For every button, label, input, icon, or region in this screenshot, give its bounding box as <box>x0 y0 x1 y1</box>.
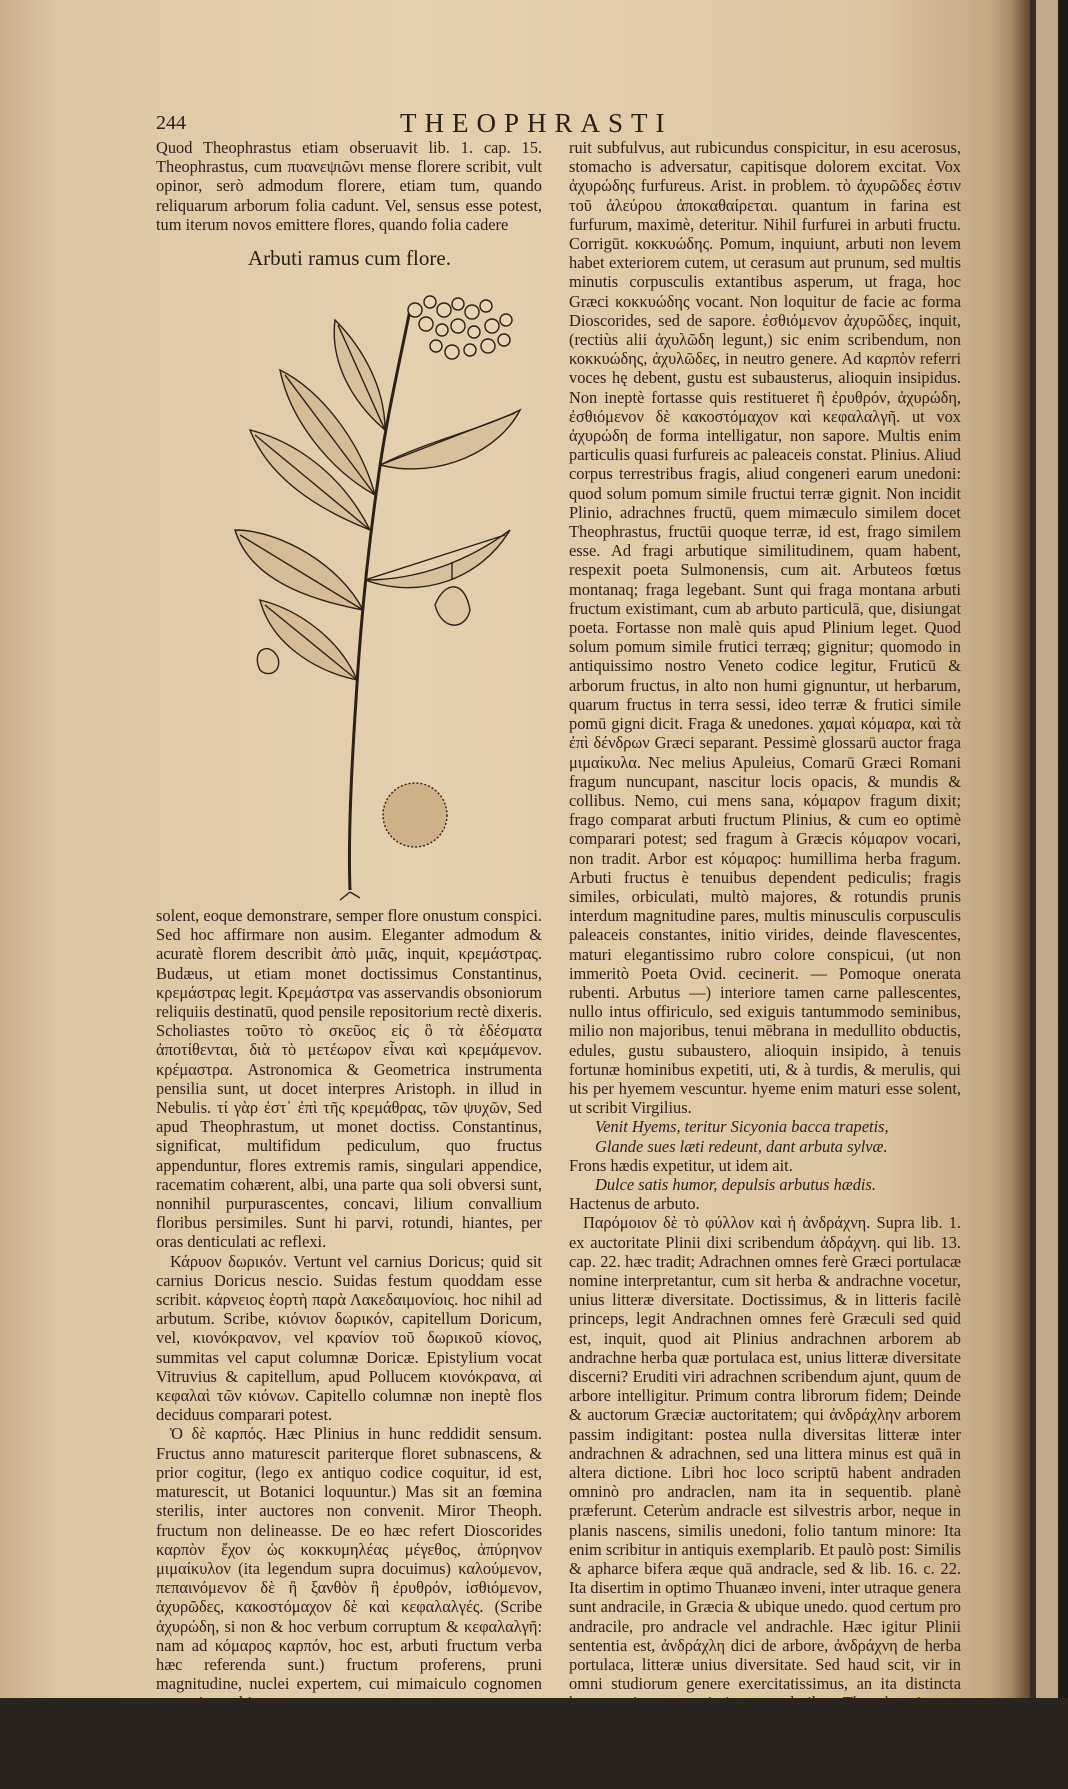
paragraph: Παρόμοιον δὲ τὸ φύλλον καὶ ἡ ἀνδράχνη. Supra lib. 1. ex auctoritate Plinii dixi scribendum ἀδράχνη. qui lib. 13. cap. 22. hæc tradit; Adrachnen omnes ferè Græci portulacæ nomine interpretantur, cum sit herba & andrachne vocetur, unius litteræ diversitate. Doctissimus, & in litteris facilè princeps, legit Andrachnen omnes ferè Græculi sed quid est, inquit, quod ait Plinius andrachnen arborem ab andrachne herba quæ portulaca est, unius litteræ diversitate discerni? Eruditi viri adrachnen scribendum ajunt, quum de arbore intelligitur. Primum contra librorum fidem; Deinde & auctorum Græciæ auctoritatem; qui ἀνδράχλην arborem passim indigitant: postea nulla diversitas litteræ inter andrachnen & adrachnen, sed una littera minus est quā in altera dictione. Libri hoc loco scriptū habent andraden omninò pro andraclen, nam ita in sequentib. planè præferunt. Ceterùm andracle est silvestris arbor, neque in planis nascens, similis unedoni, folio tantum minore: Ita enim scribitur in antiquis exemplarib. Et paulò post: Similis & apharce bifera æque quā andracle, sed & lib. 16. c. 22. Ita disertim in optimo Thuanæo inveni, inter utraque genera sunt andracile, in Græcia & ubique unedo. quod certum pro andracile, pro andracle vel andrachle. Hæc igitur Plinii sententia est, ἀνδράχλη dici de arbore, ἀνδράχνη de herba portulaca, litteræ unius diversitate. Sed haud scit, vir in omni studiorum genere exercitatissimus, an ita distincta hæc nomina repererit in exemplaribus Theophrasti, quæ tum extabant. Hodie quæ extant, hanc differentiam non agnoscunt, sed ἀνδράχλην utramque vocant, tam arborem quam <box>569 1213 961 1771</box>
verse-line: Glande sues læti redeunt, dant arbuta sylvæ. <box>595 1136 888 1156</box>
adjacent-page-edge <box>1030 0 1068 1698</box>
verse-line: Dulce satis humor, depulsis arbutus hædis. <box>595 1174 876 1194</box>
paragraph: Quod Theophrastus etiam obseruavit lib. 1. cap. 15. Theophrastus, cum πυανεψιῶνι mense florere scribit, vult opinor, serò admodum florere, etiam tum, quando reliquarum arborum folia cadunt. Vel, sensus esse potest, tum iterum novos emittere flores, quando folia cadere <box>156 138 542 234</box>
left-column-top <box>156 138 542 234</box>
paragraph: Frons hædis expetitur, ut idem ait. <box>569 1155 793 1175</box>
paragraph: Κάρυον δωρικόν. Vertunt vel carnius Doricus; quid sit carnius Doricus nescio. Suidas festum quoddam esse scribit. κάρνειος ἑορτὴ παρὰ Λακεδαιμονίοις. hoc nihil ad arbutum. Scribe, κιόνιον δωρικόν, capitellum Doricum, vel, κιονόκρανον, vel κρανίον τοῦ δωρικοῦ κίονος, summitas vel caput columnæ Doricæ. Epistylium vocat Vitruvius & capitellum, apud Pollucem κιονόκρανα, αἱ κεφαλαὶ τῶν κιόνων. Capitello columnæ non ineptè flos deciduus comparari potest. <box>156 1251 542 1425</box>
figure-caption: Arbuti ramus cum flore. <box>248 246 451 270</box>
gutter-shadow <box>1012 0 1030 1698</box>
arbutus-branch-illustration <box>230 280 530 900</box>
left-column-bottom <box>156 906 542 1713</box>
flower-cluster <box>408 296 512 359</box>
last-word: herbam. <box>907 1770 961 1789</box>
paragraph: solent, eoque demonstrare, semper flore onustum conspici. Sed hoc affirmare non ausim. Eleganter admodum & acuratè florem describit ἀπὸ μιᾶς, inquit, κρεμάστρας. Budæus, ut etiam monet doctissimus Constantinus, κρεμάστρας legit. Κρεμάστρα vas asservandis obsoniorum reliquiis destinatū, quod pensile repositorium rectè dixeris. Scholiastes τοῦτο τὸ σκεῦος εἰς ὃ τὰ ἐδέσματα ἀποτίθενται, διὰ τὸ μετέωρον εἶναι καὶ κρεμάμενον. κρέμαστρα. Astronomica & Geometrica instrumenta pensilia sunt, ut docet interpres Aristoph. in illud in Nebulis. τί γὰρ ἐστ᾽ ἐπὶ τῆς κρεμάθρας, τῶν ψυχῶν, Sed apud Theophrastum, ut monet doctiss. Constantinus, significat, multifidum pediculum, quo fructus appenduntur, flores extremis ramis, singulari appendice, racematim cohærent, albi, una parte qua soli obversi sunt, nonnihil purpurascentes, concavi, lilium convallium floribus persimiles. Sunt hi parvi, rotundi, hiantes, per oras denticulati ac reflexi. <box>156 906 542 1252</box>
seed-detail <box>257 649 278 674</box>
verse-line: Venit Hyems, teritur Sicyonia bacca trapetis, <box>595 1117 889 1137</box>
flower-detail <box>435 587 470 625</box>
running-title: THEOPHRASTI <box>400 108 673 138</box>
page-number: 244 <box>156 112 186 134</box>
arbutus-fruit <box>383 783 447 847</box>
leaf <box>365 530 510 588</box>
paragraph: ruit subfulvus, aut rubicundus conspicitur, in esu acerosus, stomacho is adversatur, capitisque dolorem excitat. Vox ἀχυρώδης furfureus. Arist. in problem. τὸ ἀχυρῶδες ἐστιν τοῦ ἀλεύρου ἀποκαθαίρεται. quantum in farina est furfurum, maximè, deteritur. Nihil furfurei in arbuti fructu. Corrigūt. κοκκυώδης. Pomum, inquiunt, arbuti non levem habet exteriorem cutem, ut cerasum aut prunum, sed multis minutis corpusculis extantibus asperum, ut fraga, hoc Græci κοκκυώδης vocant. Non loquitur de facie ac forma Dioscorides, sed de sapore. ἐσθιόμενον ἀχυρῶδες, inquit, (rectiùs alii ἀχυλῶδη legunt,) sic enim scribendum, non κοκκυώδης, ἀχυλῶδες, in neutro genere. Ad καρπὸν referri voces hę debent, gustu est subausterus, alioquin insipidus. Non ineptè fortasse quis restitueret ἢ ἐρυθρόν, ἀχυρώδη, ἐσθιόμενον δὲ κακοστόμαχον καὶ κεφαλαλγῆ. ut vox ἀχυρώδη de forma intelligatur, non sapore. Multis enim particulis quasi furfureis ac paleaceis constat. Plinius. Aliud corpus terrestribus fragis, aliud congeneri earum unedoni: quod solum pomum simile fructui terræ gignit. Non incidit Plinio, adrachnes fructū, quem mimæculo similem docet Theophrastus, fructūi quoque terræ, id est, frago similem esse. Ad fragi arbutique similitudinem, quam habent, respexit poeta Sulmonensis, cum ait. Arbuteos fœtus montanaq; fraga legebant. Sunt qui fraga montana arbuti fructum existimant, cum ab arbuto particulā, que, disiungat poeta. Fortasse non malè quis apud Plinium leget. Quod solum pomum simile frutici terræq; gignitur; quomodo in antiquissimo nostro Veneto codice legitur, Fruticū & arborum fructus, in alto non humi gignuntur, ut herbarum, quarum fructus in terra sessi, ideo terræ & frutici simile pomū gigni dicit. Fraga & unedones. χαμαὶ κόμαρα, καὶ τὰ ἐπὶ δένδρων Græci separant. Pessimè glossarū auctor fraga μιμαίκυλα. Nec melius Apuleius, Comarū Græci Romani fragum nuncupant, nascitur locis opacis, & mundis & collibus. Nemo, cui mens sana, κόμαρον fragum dixit; frago comparat arbuti fructum Plinius, & cum eo optimè comparari potest; sed fragum à Græcis κόμαρον vocari, non tradit. Arbor est κόμαρος: humillima herba fragum. Arbuti fructus è tenuibus dependent pediculis; fragis similes, orbiculati, multò majores, & rotundis prunis interdum magnitudine pares, multis minusculis corpusculis paleaceis constantes, initio virides, deinde flavescentes, maturi elegantissimo rubro colore conspicui, (ut non immeritò Poeta Ovid. cecinerit. — Pomoque onerata rubenti. Arbutus —) interiore tamen carne pallescentes, nullo intus offiriculo, sed exiguis tantummodo seminibus, milio non majoribus, tenui mēbrana in medullito obductis, edules, gustu subaustero, alioquin insipido, à tenuis fortunæ hominibus expetiti, uti, & à turdis, & merulis, qui his per hyemem vescuntur. hyeme enim maturi esse solent, ut scribit Virgilius. <box>569 138 961 1118</box>
paragraph: Ὁ δὲ καρπός. Hæc Plinius in hunc reddidit sensum. Fructus anno maturescit pariterque floret subnascens, & prior cogitur, (lego ex antiquo codice coquitur, id est, maturescit, ut Botanici loquuntur.) Mas sit an fœmina sterilis, inter auctores non convenit. Miror Theoph. fructum non delineasse. De eo hæc refert Dioscorides καρπὸν ἔχον ὡς κοκκυμηλέας μέγεθος, ἀπύρηνον μιμαίκυλον (ita legendum supra docuimus) καλούμενον, πεπαινόμενον δὲ ἢ ξανθὸν ἢ ἐρυθρόν, ἰσθιόμενον, ἀχυρῶδες, κακοστόμαχον δὲ καὶ κεφαλαλγές. (Scribe ἀχυρώδη, si non & hoc verbum corruptum & κεφαλαλγῆ: nam ad κόμαρος καρπόν, hoc est, arbuti fructum verba hæc referenda sunt.) fructum proferens, pruni magnitudine, nuclei expertem, cui mimaiculo cognomen est, quique ubi matu- <box>156 1424 542 1713</box>
right-column <box>569 138 961 1789</box>
paragraph: Hactenus de arbuto. <box>569 1194 700 1214</box>
